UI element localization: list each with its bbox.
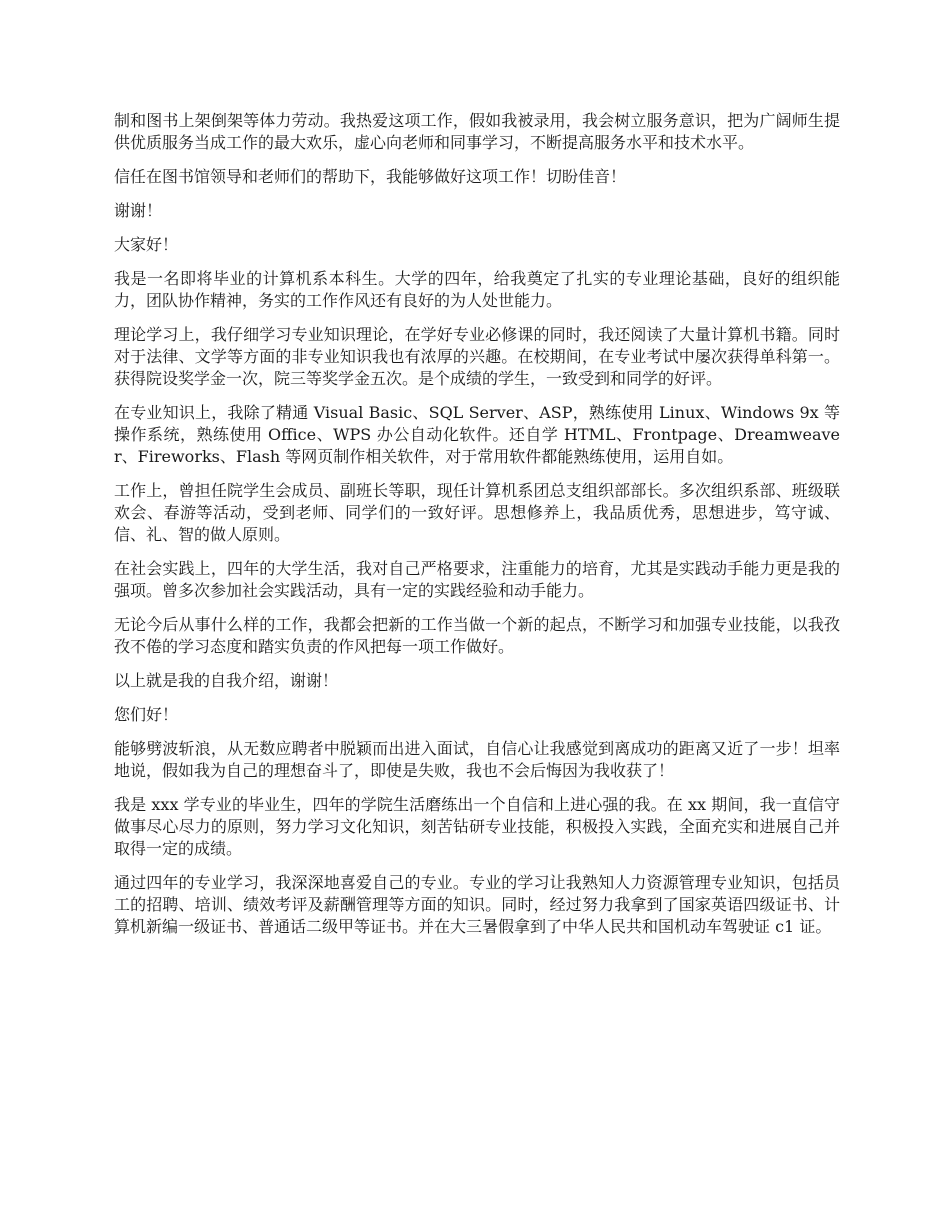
paragraph-professional-skills: 在专业知识上，我除了精通 Visual Basic、SQL Server、ASP，熟练使用 Linux、Windows 9x 等操作系统，熟练使用 Office、WPS 办公自动化软件。还自学 HTML、Frontpage、Dreamweaver、Fireworks、Flash 等网页制作相关软件，对于常用软件都能熟练使用，运用自如。 [114, 403, 840, 466]
paragraph-greeting-2: 您们好！ [114, 705, 179, 724]
paragraph-major-study: 通过四年的专业学习，我深深地喜爱自己的专业。专业的学习让我熟知人力资源管理专业知识，包括员工的招聘、培训、绩效考评及薪酬管理等方面的知识。同时，经过努力我拿到了国家英语四级证书、计算机新编一级证书、普通话二级甲等证书。并在大三暑假拿到了中华人民共和国机动车驾驶证 c1 证。 [114, 873, 840, 936]
document-body [114, 110, 840, 950]
paragraph-library-job-commitment: 制和图书上架倒架等体力劳动。我热爱这项工作，假如我被录用，我会树立服务意识，把为广阔师生提供优质服务当成工作的最大欢乐，虚心向老师和同事学习，不断提高服务水平和技术水平。 [114, 111, 840, 152]
paragraph-greeting: 大家好！ [114, 235, 179, 254]
paragraph-thanks: 谢谢！ [114, 201, 163, 220]
paragraph-trust-closing: 信任在图书馆领导和老师们的帮助下，我能够做好这项工作！切盼佳音！ [114, 167, 627, 186]
paragraph-self-intro: 我是一名即将毕业的计算机系本科生。大学的四年，给我奠定了扎实的专业理论基础，良好的组织能力，团队协作精神，务实的工作作风还有良好的为人处世能力。 [114, 269, 840, 310]
paragraph-theory-study: 理论学习上，我仔细学习专业知识理论，在学好专业必修课的同时，我还阅读了大量计算机书籍。同时对于法律、文学等方面的非专业知识我也有浓厚的兴趣。在校期间，在专业考试中屡次获得单科第一。获得院设奖学金一次，院三等奖学金五次。是个成绩的学生，一致受到和同学的好评。 [114, 325, 840, 388]
paragraph-interview: 能够劈波斩浪，从无数应聘者中脱颖而出进入面试，自信心让我感觉到离成功的距离又近了一步！坦率地说，假如我为自己的理想奋斗了，即使是失败，我也不会后悔因为我收获了！ [114, 739, 840, 780]
paragraph-intro-end: 以上就是我的自我介绍，谢谢！ [114, 671, 339, 690]
paragraph-social-practice: 在社会实践上，四年的大学生活，我对自己严格要求，注重能力的培育，尤其是实践动手能力更是我的强项。曾多次参加社会实践活动，具有一定的实践经验和动手能力。 [114, 559, 840, 600]
paragraph-graduate-intro: 我是 xxx 学专业的毕业生，四年的学院生活磨练出一个自信和上进心强的我。在 xx 期间，我一直信守做事尽心尽力的原则，努力学习文化知识，刻苦钻研专业技能，积极投入实践，全面充实和进展自己并取得一定的成绩。 [114, 795, 840, 858]
paragraph-work-experience: 工作上，曾担任院学生会成员、副班长等职，现任计算机系团总支组织部部长。多次组织系部、班级联欢会、春游等活动，受到老师、同学们的一致好评。思想修养上，我品质优秀，思想进步，笃守诚、信、礼、智的做人原则。 [114, 481, 840, 544]
paragraph-future-work: 无论今后从事什么样的工作，我都会把新的工作当做一个新的起点，不断学习和加强专业技能，以我孜孜不倦的学习态度和踏实负责的作风把每一项工作做好。 [114, 615, 840, 656]
